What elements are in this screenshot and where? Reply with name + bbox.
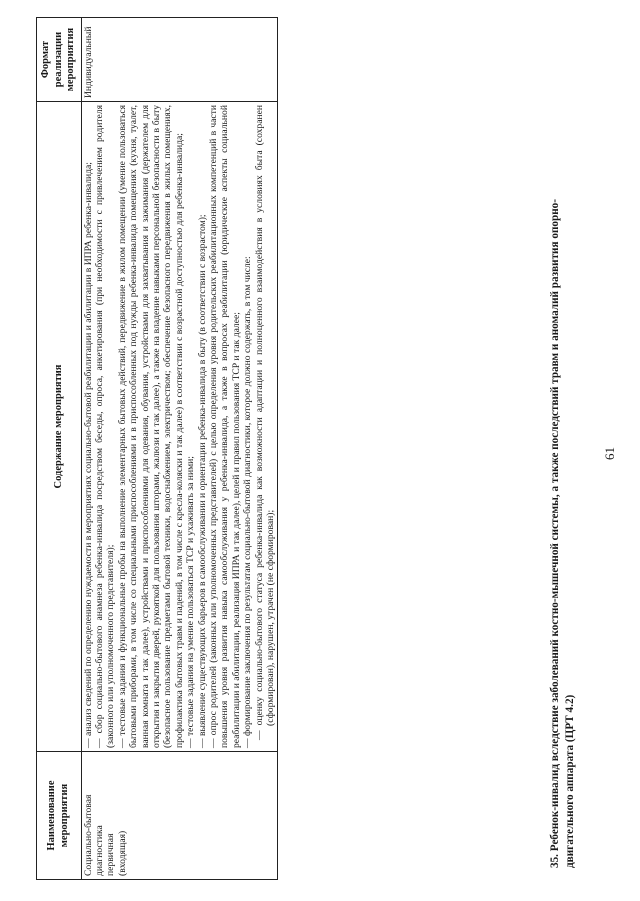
rotated-content [0,10,640,890]
event-content-cell [81,102,278,752]
event-name-cell [81,752,278,880]
table-row [81,18,278,880]
table-header-row [37,18,82,880]
section-heading [548,18,578,868]
content-item: — тестовые задания и функциональные пробы на выполнение элементарных бытовых действий, передвижение в жилом помещении (умение пользоваться бытовыми приборами, в том числе со специальными приспособлениями и в приспособленных под нужды ребенка-инвалида помещениях (кухня, туалет, ванная комната и так далее), устройствами и приспособлениями для одевания, обувания, устройствами для захватывания и зажимания (держателем для открытия и закрытия дверей, рукояткой для пользования шторами, жалюзи и так далее), а также на владение навыками персональной безопасности в быту (безопасное пользование предметами бытовой техники, водоснабжением, электричеством; обеспечение безопасного передвижения в жилых помещениях, профилактика бытовых травм и падений, в том числе с кресла-коляски и так далее) в соответствии с возрастной доступностью для ребенка-инвалида; [116,105,185,748]
events-table [36,17,278,880]
content-item: — выявление существующих барьеров в самообслуживании и ориентации ребенка-инвалида в быту (в соответствии с возрастом); [196,214,208,748]
content-item: — тестовые задания на умение пользоваться ТСР и ухаживать за ними; [185,456,197,748]
content-sub-item: — оценку социально-бытового статуса ребенка-инвалида как возможности адаптации и полноценного взаимодействия в условиях быта (сохранен (сформирован), нарушен, утрачен (не сформирован); [253,105,276,740]
event-name-line: первичная [105,833,117,876]
event-name-line: Социально-бытовая [82,794,94,876]
header-event-name: Наименование мероприятия [37,752,82,880]
event-name-line: (входящая) [116,830,128,876]
content-item: — анализ сведений по определению нуждаемости в мероприятиях социально-бытовой реабилитации и абилитации в ИПРА ребенка-инвалида; [82,162,94,748]
event-name-line: диагностика [93,825,105,876]
heading-line-2: двигательного аппарата (ЦРТ 4.2) [564,694,576,868]
event-format-cell: Индивидуальный [81,18,278,102]
content-item: — сбор социально-бытового анамнеза ребенка-инвалида посредством беседы, опроса, анкетирования (при необходимости с привлечением родителя (законного или уполномоченного представителя); [93,105,117,748]
page-number: 61 [602,447,617,460]
header-event-content: Содержание мероприятия [37,102,82,752]
header-event-format: Формат реализации мероприятия [37,18,82,102]
content-item: — опрос родителей (законных или уполномоченных представителей) с целью определения уровня родительских реабилитационных компетенций в части повышения уровня развития навыка самообслуживания у ребенка-инвалида, а также в вопросах реабилитации (юридические аспекты социальной реабилитации и абилитации, реализация ИПРА и так далее), целей и правил пользования ТСР и так далее; [207,105,242,748]
content-item: — формирование заключения по результатам социально-бытовой диагностики, которое должно содержать, в том числе: [242,256,254,748]
heading-line-1: 35. Ребенок-инвалид вследствие заболеваний костно-мышечной системы, а также последствий травм и аномалий развития опорно- [549,199,561,868]
